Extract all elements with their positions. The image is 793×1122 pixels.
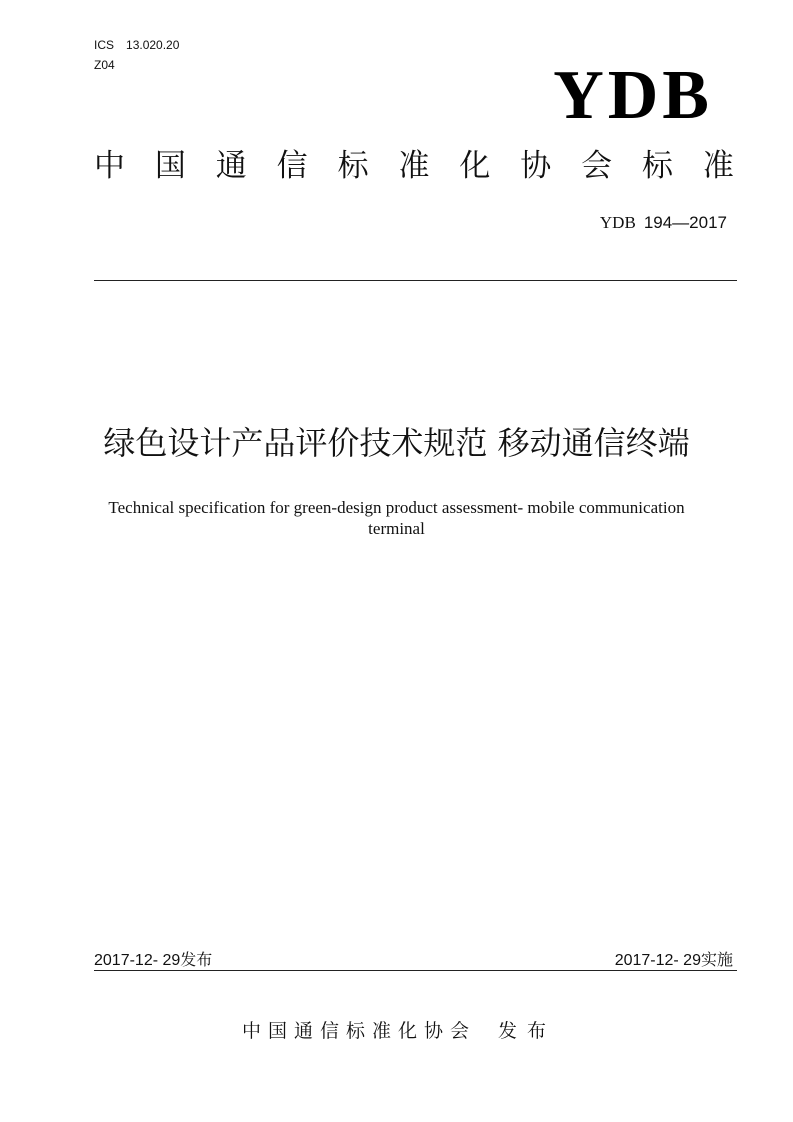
org-title-char: 中 <box>94 148 125 184</box>
english-title-line-2: terminal <box>368 519 425 538</box>
org-title-char: 协 <box>520 148 552 184</box>
org-title-char: 化 <box>459 148 491 184</box>
class-code: Z04 <box>94 58 115 72</box>
org-title-char: 准 <box>702 148 734 184</box>
publish-label: 发布 <box>498 1020 557 1042</box>
org-title-char: 信 <box>276 148 308 184</box>
org-title-char: 通 <box>215 148 247 184</box>
standard-number <box>600 212 727 234</box>
issue-date-value: 2017-12- 29 <box>94 952 181 969</box>
issue-label: 发布 <box>180 950 213 969</box>
ics-classification <box>94 37 179 53</box>
ics-label: ICS <box>94 38 115 52</box>
document-title-english <box>60 497 733 539</box>
ydb-logo: YDB <box>553 57 713 134</box>
top-divider <box>94 280 737 281</box>
standard-prefix: YDB <box>599 213 636 232</box>
publisher <box>242 1018 556 1044</box>
org-title-char: 准 <box>398 148 430 184</box>
bottom-divider <box>94 970 737 971</box>
org-title-char: 标 <box>642 148 674 184</box>
implementation-date <box>615 950 733 971</box>
standard-number-value: 194—2017 <box>643 213 727 232</box>
org-title-char: 国 <box>154 148 186 184</box>
issue-date <box>94 950 212 971</box>
ics-code: 13.020.20 <box>126 38 180 52</box>
org-title-char: 会 <box>581 148 613 184</box>
organization-standard-title <box>94 146 734 186</box>
implementation-date-value: 2017-12- 29 <box>614 952 701 969</box>
english-title-line-1: Technical specification for green-design product assessment- mobile communication <box>108 498 685 517</box>
implementation-label: 实施 <box>700 950 733 969</box>
document-title-chinese: 绿色设计产品评价技术规范 移动通信终端 <box>103 424 690 462</box>
org-title-char: 标 <box>337 148 369 184</box>
publisher-organization: 中国通信标准化协会 <box>242 1020 477 1042</box>
